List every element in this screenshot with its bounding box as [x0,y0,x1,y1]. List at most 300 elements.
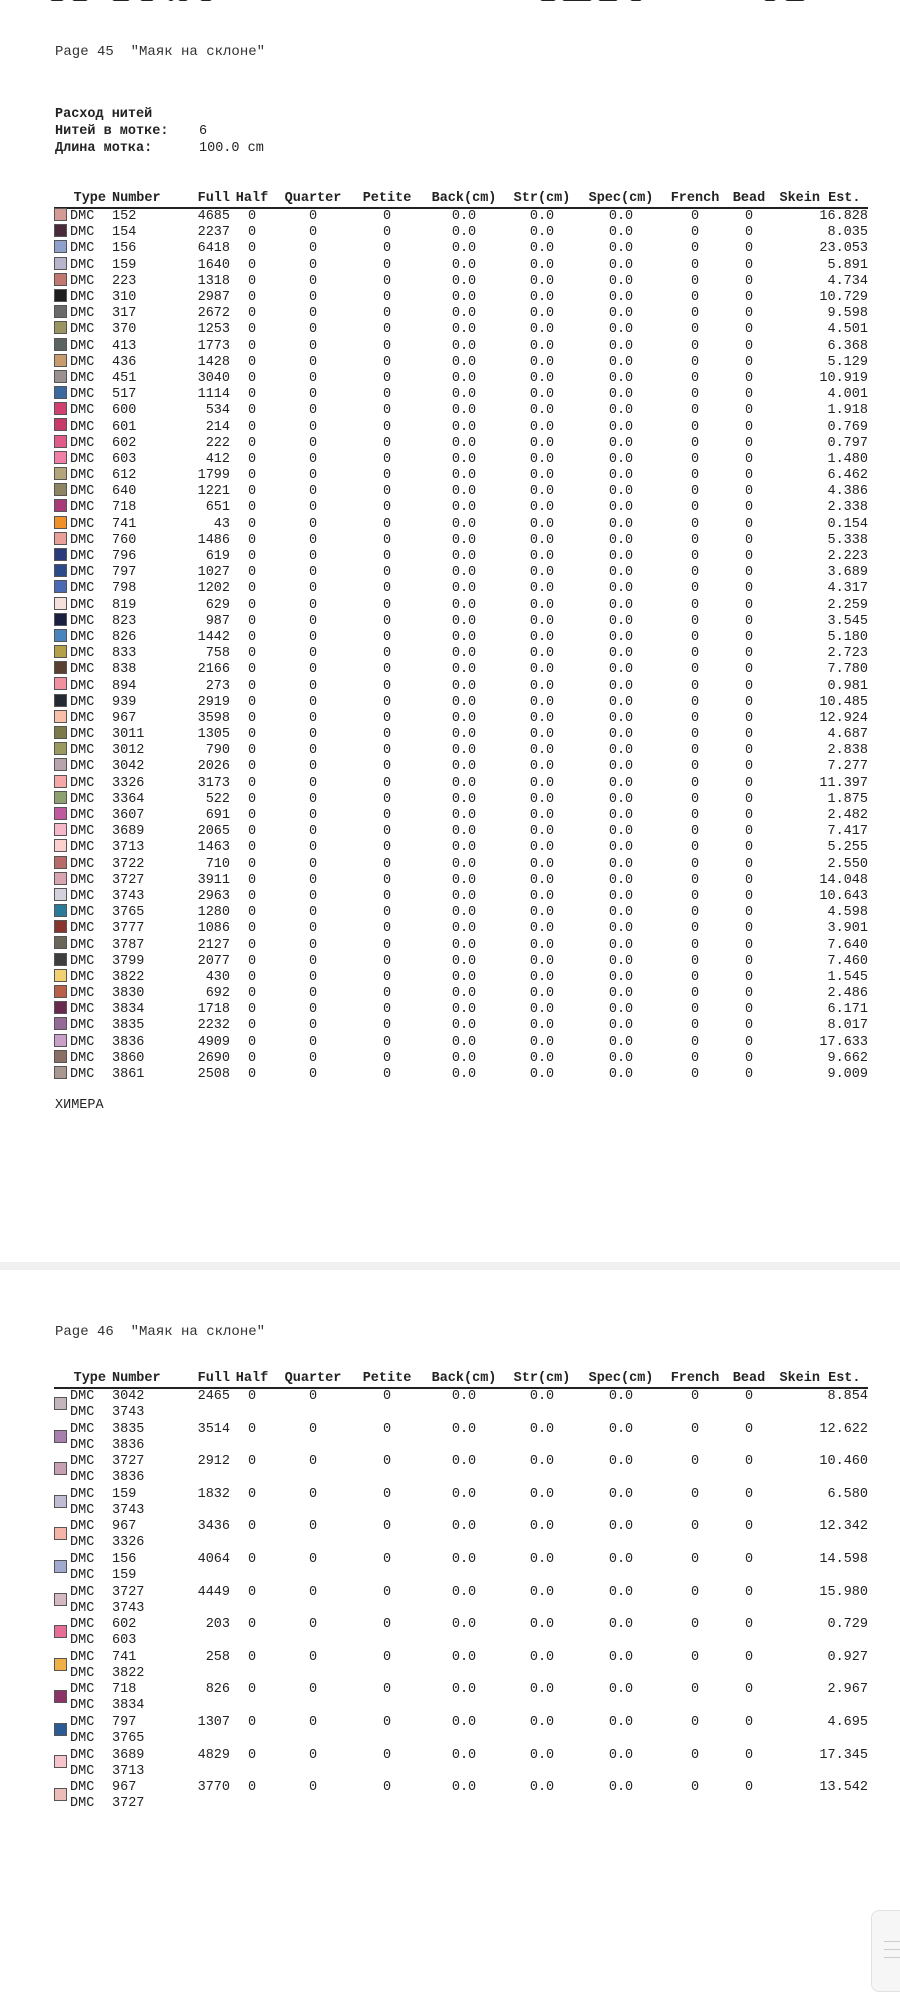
skein-cell: 4.695 [827,1714,868,1730]
skein-cell: 1.918 [827,403,868,419]
str-cell: 0.0 [529,662,555,678]
petite-cell: 0 [382,1617,392,1633]
bead-cell: 0 [744,743,754,759]
color-swatch [54,873,70,889]
number-cell: 159 [112,257,137,273]
type-cell: DMC [70,597,95,613]
number-line-2: 3836 [112,1470,145,1486]
quarter-cell: 0 [308,678,318,694]
petite-cell: 0 [382,338,392,354]
back-cell: 0.0 [451,856,477,872]
swatch-color [54,418,67,431]
skein-cell: 2.338 [827,500,868,516]
half-cell: 0 [247,1714,257,1730]
skein-cell: 2.486 [827,986,868,1002]
back-cell: 0.0 [451,306,477,322]
skein-cell: 14.598 [819,1551,868,1567]
color-swatch [54,208,70,225]
half-cell: 0 [247,678,257,694]
half-cell: 0 [247,1551,257,1567]
half-cell: 0 [247,306,257,322]
color-swatch [54,711,70,727]
half-cell: 0 [247,1780,257,1796]
full-cell: 2127 [197,937,230,953]
spec-cell: 0.0 [608,1682,634,1698]
french-cell: 0 [690,678,700,694]
quarter-cell: 0 [308,743,318,759]
column-header: Back(cm) [422,1370,506,1388]
skein-cell: 7.780 [827,662,868,678]
spec-cell: 0.0 [608,629,634,645]
color-swatch [54,1422,70,1455]
half-cell: 0 [247,1389,257,1404]
type-cell [70,1388,108,1422]
half-cell: 0 [247,1002,257,1018]
swatch-color [54,904,67,917]
full-cell: 214 [205,419,230,435]
type-cell: DMC [70,1067,95,1083]
full-cell: 1640 [197,257,230,273]
table-row [54,290,868,306]
petite-cell: 0 [382,678,392,694]
bead-cell: 0 [744,1780,754,1796]
petite-cell: 0 [382,808,392,824]
full-cell: 2672 [197,306,230,322]
quarter-cell: 0 [308,565,318,581]
table-row [54,1067,868,1083]
back-cell: 0.0 [451,1649,477,1665]
quarter-cell: 0 [308,629,318,645]
full-cell: 619 [205,549,230,565]
swatch-color [54,435,67,448]
color-swatch [54,225,70,241]
type-line-2: DMC [70,1796,95,1812]
bead-cell: 0 [744,516,754,532]
number-line-1: 159 [112,1486,137,1502]
column-header: Quarter [274,190,352,208]
back-cell: 0.0 [451,257,477,273]
skein-cell: 15.980 [819,1584,868,1600]
swatch-color [54,1017,67,1030]
spec-cell: 0.0 [608,694,634,710]
type-cell: DMC [70,840,95,856]
skein-cell: 17.633 [819,1034,868,1050]
swatch-color [54,354,67,367]
bead-cell: 0 [744,403,754,419]
quarter-cell: 0 [308,484,318,500]
quarter-cell: 0 [308,905,318,921]
full-cell: 1221 [197,484,230,500]
usage-heading: Расход нитей [55,107,153,122]
str-cell: 0.0 [529,1714,555,1730]
spec-cell: 0.0 [608,1780,634,1796]
quarter-cell: 0 [308,387,318,403]
spec-cell: 0.0 [608,257,634,273]
number-line-1: 156 [112,1551,137,1567]
petite-cell: 0 [382,1682,392,1698]
full-cell: 2077 [197,953,230,969]
petite-cell: 0 [382,905,392,921]
petite-cell: 0 [382,451,392,467]
table-row [54,452,868,468]
french-cell: 0 [690,565,700,581]
full-cell: 534 [205,403,230,419]
quarter-cell: 0 [308,370,318,386]
french-cell: 0 [690,1486,700,1502]
number-cell: 3777 [112,921,145,937]
str-cell: 0.0 [529,953,555,969]
skein-cell: 10.485 [819,694,868,710]
half-cell: 0 [247,241,257,257]
skein-cell: 7.640 [827,937,868,953]
color-swatch [54,452,70,468]
spec-cell: 0.0 [608,856,634,872]
petite-cell: 0 [382,597,392,613]
swatch-color [54,1690,67,1703]
color-swatch [54,614,70,630]
str-cell: 0.0 [529,1421,555,1437]
spec-cell: 0.0 [608,322,634,338]
back-cell: 0.0 [451,468,477,484]
str-cell: 0.0 [529,1617,555,1633]
swatch-color [54,1723,67,1736]
type-cell: DMC [70,1050,95,1066]
spec-cell: 0.0 [608,354,634,370]
number-line-2: 603 [112,1633,137,1649]
swatch-color [54,402,67,415]
table-row [54,419,868,435]
back-cell: 0.0 [451,354,477,370]
swatch-color [54,985,67,998]
full-cell: 692 [205,986,230,1002]
back-cell: 0.0 [451,1551,477,1567]
type-line-2: DMC [70,1405,95,1420]
color-swatch [54,1067,70,1083]
table-row [54,1552,868,1585]
petite-cell: 0 [382,1454,392,1470]
type-cell: DMC [70,905,95,921]
skein-cell: 3.901 [827,921,868,937]
skein-cell: 5.255 [827,840,868,856]
back-cell: 0.0 [451,1421,477,1437]
bead-cell: 0 [744,1067,754,1083]
full-cell: 987 [205,613,230,629]
french-cell: 0 [690,872,700,888]
full-cell: 1307 [197,1714,230,1730]
str-cell: 0.0 [529,403,555,419]
bead-cell: 0 [744,824,754,840]
skein-cell: 0.729 [827,1617,868,1633]
back-cell: 0.0 [451,1067,477,1083]
spec-cell: 0.0 [608,1018,634,1034]
quarter-cell: 0 [308,710,318,726]
swatch-color [54,338,67,351]
number-cell: 3727 [112,872,145,888]
table-row [54,517,868,533]
half-cell: 0 [247,905,257,921]
full-cell: 2026 [197,759,230,775]
table-row [54,1018,868,1034]
table-row [54,808,868,824]
quarter-cell: 0 [308,322,318,338]
french-cell: 0 [690,549,700,565]
spec-cell: 0.0 [608,1389,634,1404]
quarter-cell: 0 [308,1617,318,1633]
quarter-cell: 0 [308,419,318,435]
quarter-cell: 0 [308,613,318,629]
spec-cell: 0.0 [608,986,634,1002]
spec-cell: 0.0 [608,209,634,225]
full-cell: 1486 [197,532,230,548]
quarter-cell: 0 [308,1649,318,1665]
half-cell: 0 [247,370,257,386]
french-cell: 0 [690,727,700,743]
color-swatch [54,695,70,711]
bead-cell: 0 [744,290,754,306]
skein-cell: 4.734 [827,273,868,289]
full-cell: 3911 [197,872,230,888]
color-swatch [54,824,70,840]
type-cell: DMC [70,468,95,484]
french-cell: 0 [690,225,700,241]
str-cell: 0.0 [529,1584,555,1600]
back-cell: 0.0 [451,727,477,743]
half-cell: 0 [247,322,257,338]
half-cell: 0 [247,387,257,403]
french-cell: 0 [690,1584,700,1600]
petite-cell: 0 [382,273,392,289]
skein-cell: 1.480 [827,451,868,467]
petite-cell: 0 [382,743,392,759]
thread-table [54,190,868,1083]
color-swatch [54,727,70,743]
half-cell: 0 [247,1421,257,1437]
swatch-color [54,839,67,852]
swatch-color [54,257,67,270]
str-cell: 0.0 [529,322,555,338]
back-cell: 0.0 [451,322,477,338]
color-swatch [54,274,70,290]
table-row [54,1682,868,1715]
petite-cell: 0 [382,290,392,306]
type-cell [70,1422,108,1455]
back-cell: 0.0 [451,435,477,451]
bead-cell: 0 [744,1747,754,1763]
swatch-color [54,532,67,545]
french-cell: 0 [690,646,700,662]
column-header: Bead [726,190,772,208]
color-swatch [54,468,70,484]
half-cell: 0 [247,565,257,581]
number-cell [108,1715,180,1748]
back-cell: 0.0 [451,597,477,613]
str-cell: 0.0 [529,241,555,257]
type-cell [70,1617,108,1650]
swatch-color [54,1066,67,1079]
number-cell: 3722 [112,856,145,872]
color-swatch [54,1388,70,1422]
petite-cell: 0 [382,986,392,1002]
type-cell: DMC [70,403,95,419]
swatch-color [54,1495,67,1508]
str-cell: 0.0 [529,1002,555,1018]
french-cell: 0 [690,856,700,872]
number-line-2: 3743 [112,1502,145,1518]
number-cell: 640 [112,484,137,500]
bead-cell: 0 [744,1551,754,1567]
column-header: Spec(cm) [578,190,664,208]
half-cell: 0 [247,791,257,807]
back-cell: 0.0 [451,209,477,225]
french-cell: 0 [690,1421,700,1437]
back-cell: 0.0 [451,808,477,824]
quarter-cell: 0 [308,1747,318,1763]
spec-cell: 0.0 [608,468,634,484]
half-cell: 0 [247,629,257,645]
quarter-cell: 0 [308,1050,318,1066]
spec-cell: 0.0 [608,1617,634,1633]
type-cell: DMC [70,1018,95,1034]
type-cell: DMC [70,370,95,386]
spec-cell: 0.0 [608,808,634,824]
color-swatch [54,1519,70,1552]
skein-cell: 6.580 [827,1486,868,1502]
table-row [54,1035,868,1051]
str-cell: 0.0 [529,484,555,500]
number-cell [108,1682,180,1715]
column-header: Petite [352,1370,422,1388]
type-cell: DMC [70,986,95,1002]
french-cell: 0 [690,840,700,856]
petite-cell: 0 [382,1034,392,1050]
number-cell: 838 [112,662,137,678]
color-swatch [54,517,70,533]
swatch-color [54,1034,67,1047]
skein-cell: 5.129 [827,354,868,370]
bead-cell: 0 [744,727,754,743]
str-cell: 0.0 [529,225,555,241]
str-cell: 0.0 [529,1389,555,1404]
petite-cell: 0 [382,710,392,726]
swatch-color [54,613,67,626]
bead-cell: 0 [744,888,754,904]
str-cell: 0.0 [529,775,555,791]
str-cell: 0.0 [529,921,555,937]
bead-cell: 0 [744,370,754,386]
str-cell: 0.0 [529,1454,555,1470]
table-row [54,241,868,257]
str-cell: 0.0 [529,694,555,710]
page-separator [0,1262,900,1270]
full-cell: 430 [205,969,230,985]
spec-cell: 0.0 [608,727,634,743]
half-cell: 0 [247,840,257,856]
number-line-1: 3727 [112,1454,145,1470]
half-cell: 0 [247,937,257,953]
bead-cell: 0 [744,646,754,662]
strands-label: Нитей в мотке: [55,124,169,139]
quarter-cell: 0 [308,759,318,775]
type-cell: DMC [70,549,95,565]
bead-cell: 0 [744,1486,754,1502]
number-line-1: 967 [112,1519,137,1535]
skein-cell: 8.017 [827,1018,868,1034]
type-line-1: DMC [70,1421,95,1437]
spec-cell: 0.0 [608,1486,634,1502]
number-cell [108,1585,180,1618]
page-title: Page 46 "Маяк на склоне" [55,1324,266,1340]
skein-cell: 5.338 [827,532,868,548]
back-cell: 0.0 [451,1519,477,1535]
half-cell: 0 [247,419,257,435]
number-cell: 152 [112,209,137,225]
spec-cell: 0.0 [608,435,634,451]
number-cell: 451 [112,370,137,386]
skein-cell: 2.723 [827,646,868,662]
column-header: Full [180,190,230,208]
bead-cell: 0 [744,468,754,484]
back-cell: 0.0 [451,921,477,937]
skein-cell: 0.769 [827,419,868,435]
number-cell [108,1780,180,1813]
number-cell: 3743 [112,888,145,904]
skein-cell: 5.891 [827,257,868,273]
column-header: Type [70,1370,108,1388]
full-cell: 412 [205,451,230,467]
full-cell: 1442 [197,629,230,645]
str-cell: 0.0 [529,710,555,726]
scroll-handle[interactable] [871,1910,900,1992]
type-cell: DMC [70,338,95,354]
back-cell: 0.0 [451,888,477,904]
french-cell: 0 [690,1617,700,1633]
skein-cell: 4.598 [827,905,868,921]
petite-cell: 0 [382,370,392,386]
skein-cell: 12.924 [819,710,868,726]
type-cell: DMC [70,419,95,435]
skein-cell: 2.482 [827,808,868,824]
skein-cell: 10.919 [819,370,868,386]
swatch-color [54,872,67,885]
full-cell: 651 [205,500,230,516]
table-row [54,776,868,792]
color-swatch [54,662,70,678]
skein-cell: 4.317 [827,581,868,597]
color-swatch [54,1748,70,1781]
spec-cell: 0.0 [608,549,634,565]
half-cell: 0 [247,597,257,613]
type-cell [70,1650,108,1683]
quarter-cell: 0 [308,468,318,484]
petite-cell: 0 [382,629,392,645]
bead-cell: 0 [744,306,754,322]
table-row [54,1388,868,1422]
french-cell: 0 [690,1034,700,1050]
str-cell: 0.0 [529,1780,555,1796]
table-row [54,1780,868,1813]
back-cell: 0.0 [451,1617,477,1633]
type-line-2: DMC [70,1567,95,1583]
color-swatch [54,776,70,792]
number-cell [108,1617,180,1650]
bead-cell: 0 [744,856,754,872]
type-cell: DMC [70,646,95,662]
table-row [54,857,868,873]
number-cell: 612 [112,468,137,484]
number-cell: 3834 [112,1002,145,1018]
type-cell [70,1715,108,1748]
skein-cell: 13.542 [819,1780,868,1796]
